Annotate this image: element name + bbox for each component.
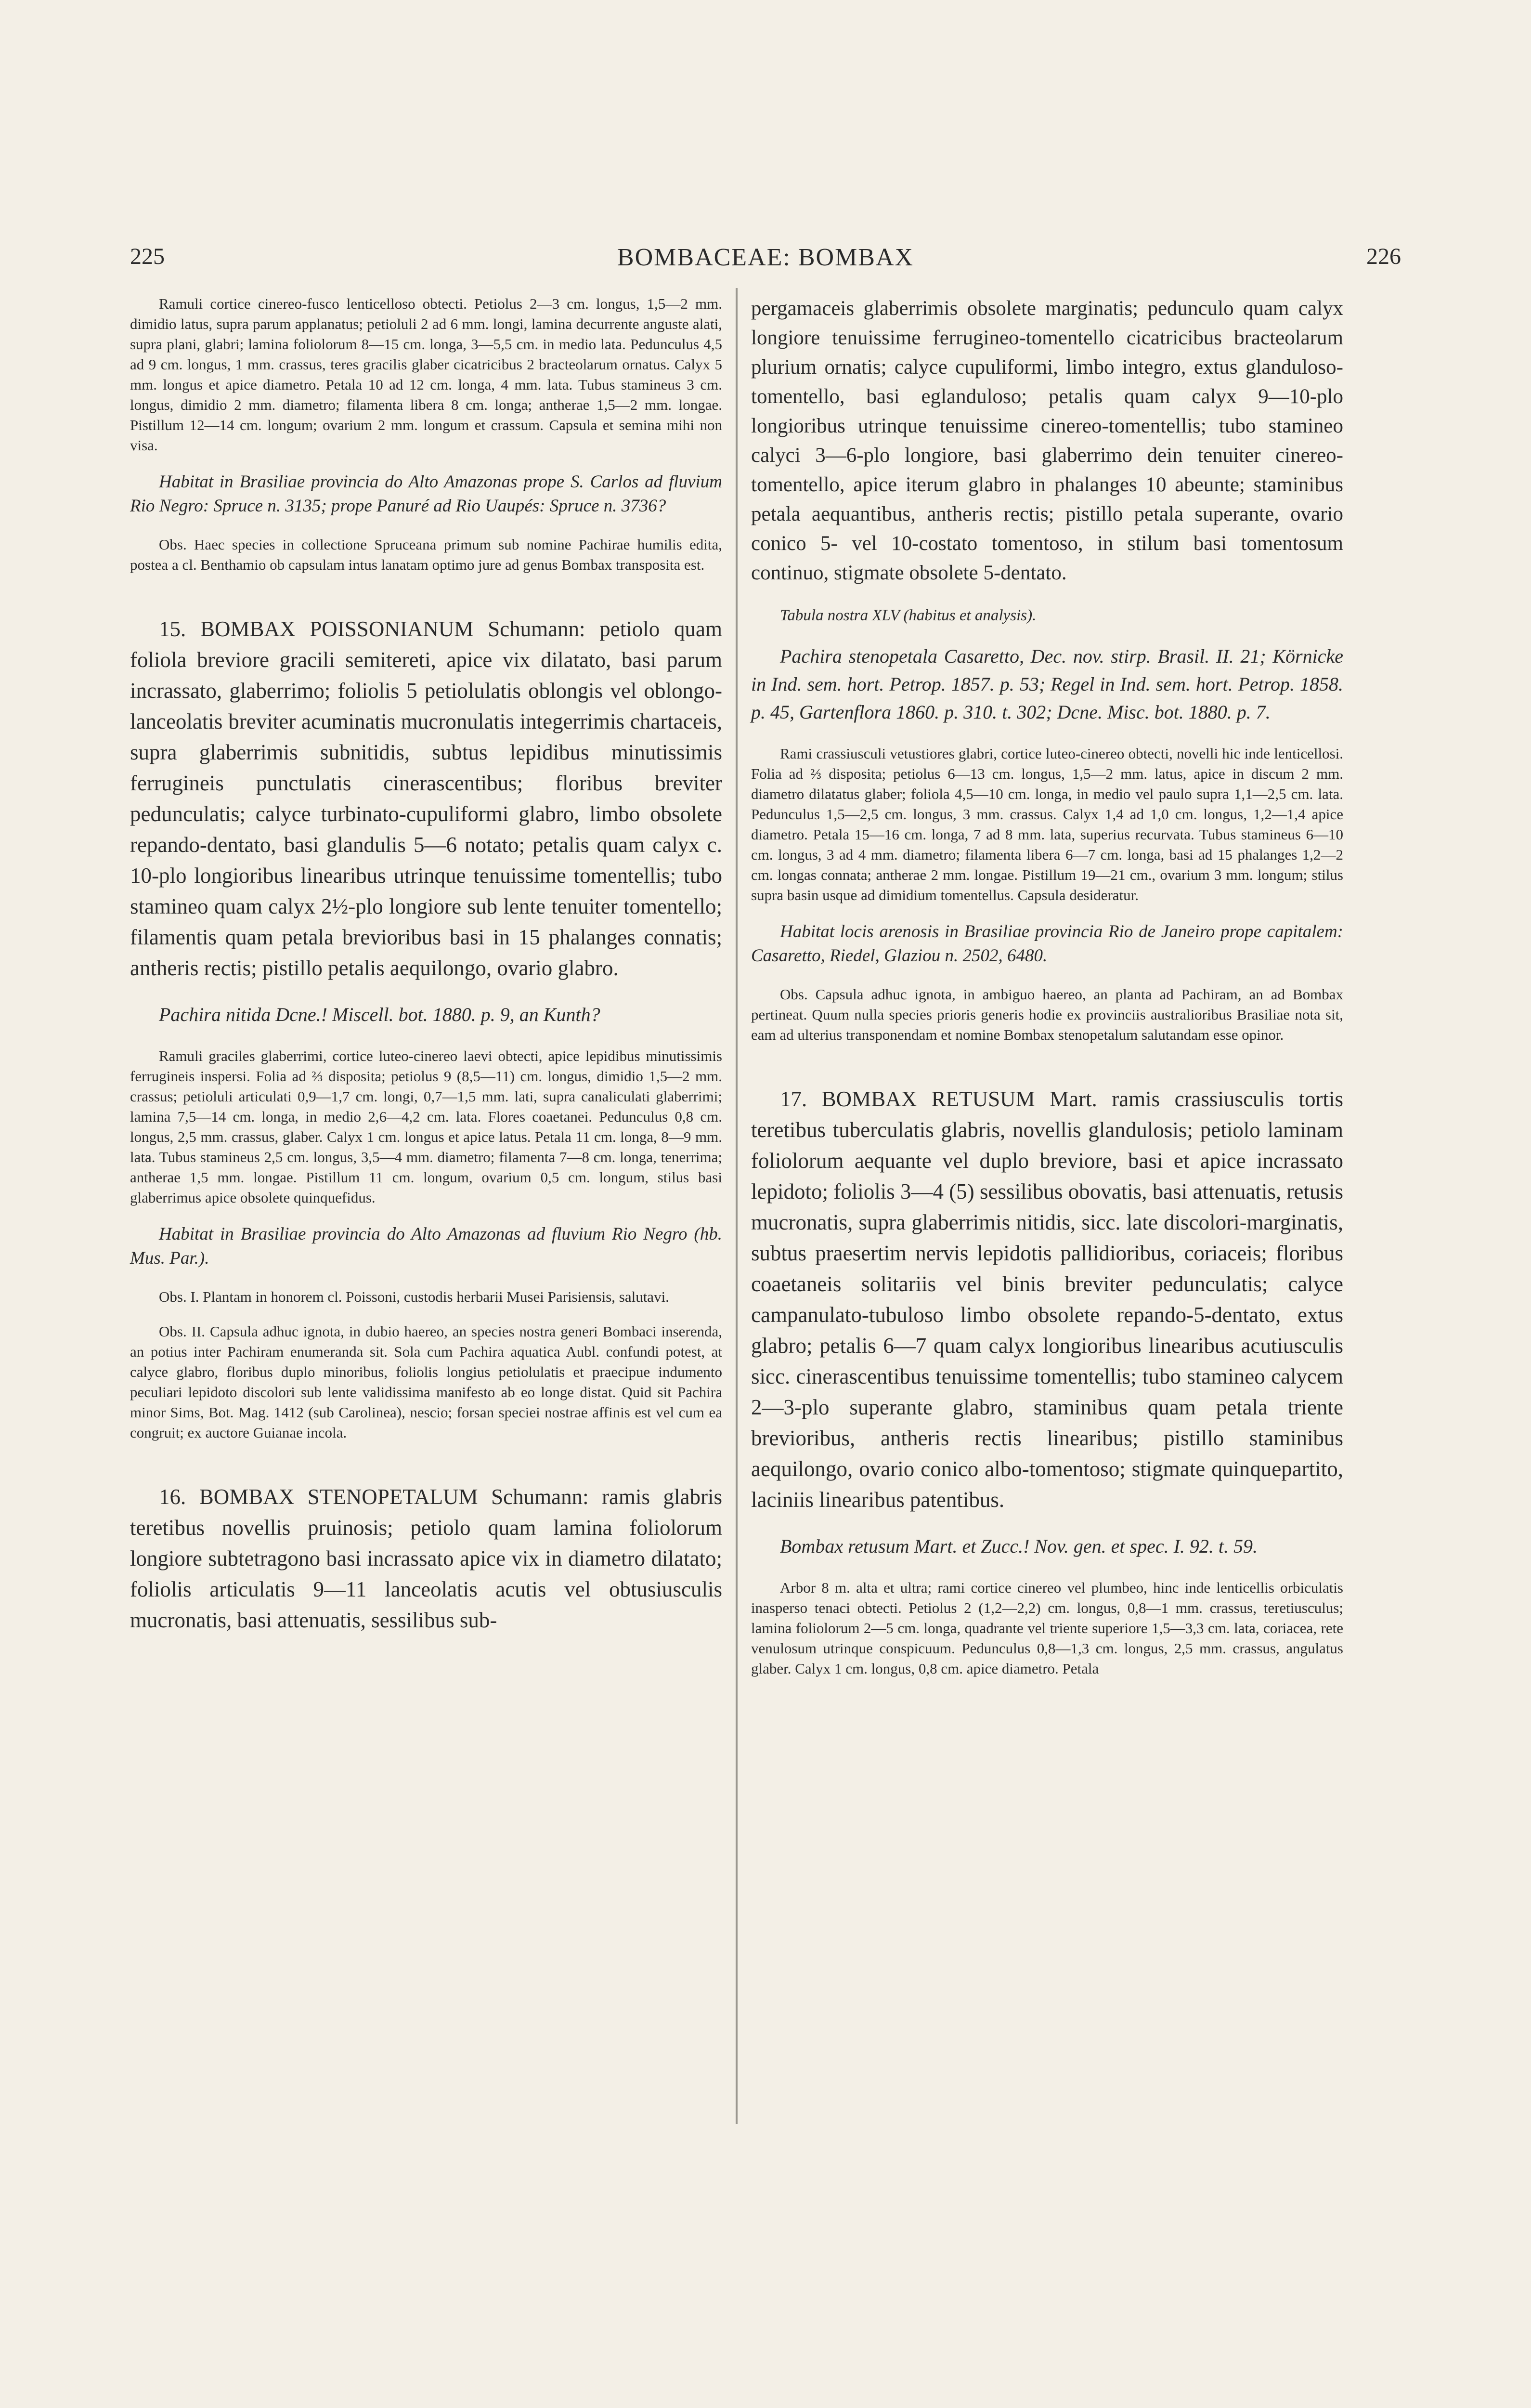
running-title: BOMBACEAE: BOMBAX (617, 244, 914, 271)
description-paragraph: Ramuli cortice cinereo-fusco lenticelloso obtecti. Petiolus 2—3 cm. longus, 1,5—2 mm. dimidio latus, supra parum applanatus; petioluli 2 ad 6 mm. longi, lamina decurrente anguste alati, supra plani, glabri; lamina foliolorum 8—15 cm. longa, 3—5,5 cm. in medio lata. Pedunculus 4,5 ad 9 cm. longus, 1 mm. crassus, teres gracilis glaber cicatricibus 2 bracteolarum ornatus. Calyx 5 mm. longus et apice diametro. Petala 10 ad 12 cm. longa, 4 mm. lata. Tubus stamineus 3 cm. longus, dimidio 2 mm. diametro; filamenta libera 8 cm. longa; antherae 1,5—2 mm. longae. Pistillum 12—14 cm. longum; ovarium 2 mm. longum et crassum. Capsula et semina mihi non visa. (130, 295, 722, 454)
page-header (130, 243, 1401, 277)
observation-paragraph: Obs. Haec species in collectione Spruceana primum sub nomine Pachirae humilis edita, postea a cl. Benthamio ob capsulam intus lanatam optimo jure ad genus Bombax transposita est. (130, 536, 722, 573)
species-16-description: Rami crassiusculi vetustiores glabri, cortice luteo-cinereo obtecti, novelli hic inde lenticellosi. Folia ad ⅔ disposita; petiolus 6—13 cm. longus, 1,5—2 mm. latus, apice in discum 2 mm. diametro dilatatus glaber; foliola 4,5—10 cm. longa, in medio vel paulo supra 1,1—2,5 cm. lata. Pedunculus 1,5—2,5 cm. longus, 3 mm. crassus. Calyx 1,4 ad 1,0 cm. longus, 1,2—1,4 apice diametro. Petala 15—16 cm. longa, 7 ad 8 mm. lata, superius recurvata. Tubus stamineus 6—10 cm. longus, 3 ad 4 mm. diametro; filamenta libera 6—7 cm. longa, basi ad 15 phalanges 1,2—2 cm. longas connata; antherae 2 mm. longae. Pistillum 19—21 cm., ovarium 3 mm. longum; stilus supra basin usque ad dimidium tomentellus. Capsula desideratur. (751, 745, 1343, 903)
page-number-right: 226 (1366, 244, 1401, 269)
species-15-description: Ramuli graciles glaberrimi, cortice luteo-cinereo laevi obtecti, apice lepidibus minutissimis ferrugineis inspersi. Folia ad ⅔ disposita; petiolus 9 (8,5—11) cm. longus, dimidio 1,5—2 mm. crassus; petioluli articulati 0,9—1,7 cm. longi, 0,7—1,5 mm. lati, supra canaliculati glaberrimi; lamina 7,5—14 cm. longa, in medio 2,6—4,2 cm. lata. Flores coaetanei. Pedunculus 0,8 cm. longus, 2,5 mm. crassus, glaber. Calyx 1 cm. longus et apice latus. Petala 11 cm. longa, 8—9 mm. lata. Tubus stamineus 2,5 cm. longus, 3,5—4 mm. diametro; filamenta 7—8 cm. longa, tenerrima; antherae 1,5 mm. longae. Pistillum 11 cm. longum, ovarium 0,5 cm. longum, stilus basi glaberrimus apice obsolete quinquefidus. (130, 1047, 722, 1206)
habitat-paragraph: Habitat in Brasiliae provincia do Alto Amazonas prope S. Carlos ad fluvium Rio Negro: Spruce n. 3135; prope Panuré ad Rio Uaupés: Spruce n. 3736? (130, 472, 722, 516)
species-16-synonym: Pachira stenopetala Casaretto, Dec. nov. stirp. Brasil. II. 21; Körnicke in Ind. sem. hort. Petrop. 1857. p. 53; Regel in Ind. sem. hort. Petrop. 1858. p. 45, Gartenflora 1860. p. 310. t. 302; Dcne. Misc. bot. 1880. p. 7. (751, 645, 1343, 723)
species-15-obs-1: Obs. I. Plantam in honorem cl. Poissoni, custodis herbarii Musei Parisiensis, salutavi. (159, 1288, 669, 1305)
species-16-habitat: Habitat locis arenosis in Brasiliae provincia Rio de Janeiro prope capitalem: Casaretto, Riedel, Glaziou n. 2502, 6480. (751, 922, 1343, 966)
species-15-diagnosis: 15. BOMBAX POISSONIANUM Schumann: petiolo quam foliola breviore gracili semitereti, apice vix dilatato, basi parum incrassato, glaberrimo; foliolis 5 petiolulatis oblongis vel oblongo-lanceolatis breviter acuminatis mucronulatis integerrimis chartaceis, supra glaberrimis subnitidis, subtus lepidibus minutissimis ferrugineis punctulatis cinerascentibus; floribus breviter pedunculatis; calyce turbinato-cupuliformi glabro, limbo obsolete repando-dentato, basi glandulis 5—6 notato; petalis quam calyx c. 10-plo longioribus linearibus utrinque tenuissime tomentellis; tubo stamineo quam calyx 2½-plo longiore sub lente tenuiter tomentello; filamentis quam petala brevioribus basi in 15 phalanges connatis; antheris rectis; pistillo petalis aequilongo, ovario glabro. (130, 617, 722, 980)
species-17-synonym: Bombax retusum Mart. et Zucc.! Nov. gen. et spec. I. 92. t. 59. (780, 1535, 1258, 1557)
column-divider (736, 288, 738, 2124)
right-column (751, 294, 1343, 1693)
species-15-habitat: Habitat in Brasiliae provincia do Alto Amazonas ad fluvium Rio Negro (hb. Mus. Par.). (130, 1224, 722, 1268)
species-16-diagnosis-continued: pergamaceis glaberrimis obsolete marginatis; pedunculo quam calyx longiore tenuissime ferrugineo-tomentello cicatricibus bracteolarum plurium ornatis; calyce cupuliformi, limbo integro, extus glanduloso-tomentello, basi eglanduloso; petalis quam calyx 9—10-plo longioribus utrinque tenuissime cinereo-tomentellis; tubo stamineo calyci 3—6-plo longiore, basi glaberrimo dein tenuiter cinereo-tomentello, apice iterum glabro in phalanges 10 abeunte; staminibus petala aequantibus, antheris rectis; pistillo petala superante, ovario conico 5- vel 10-costato tomentoso, in stilum basi tomentosum continuo, stigmate obsolete 5-dentato. (751, 297, 1343, 584)
species-16-diagnosis: 16. BOMBAX STENOPETALUM Schumann: ramis glabris teretibus novellis pruinosis; petiolo quam lamina foliolorum longiore subtetragono basi incrassato apice vix in diametro dilatato; foliolis articulatis 9—11 lanceolatis acutis vel obtusiusculis mucronatis, basi attenuatis, sessilibus sub- (130, 1485, 722, 1632)
plate-reference: Tabula nostra XLV (habitus et analysis). (780, 607, 1037, 624)
species-17-description: Arbor 8 m. alta et ultra; rami cortice cinereo vel plumbeo, hinc inde lenticellis orbiculatis inasperso tenaci obtecti. Petiolus 2 (1,2—2,2) cm. longus, 0,8—1 mm. crassus, teretiusculus; lamina foliolorum 2—5 cm. longa, quadrante vel triente superiore 1,5—3,3 cm. lata, coriacea, rete venulosum utrinque conspicuum. Pedunculus 0,8—1,3 cm. longus, 2,5 mm. crassus, angulatus glaber. Calyx 1 cm. longus, 0,8 cm. apice diametro. Petala (751, 1579, 1343, 1677)
species-15-synonym: Pachira nitida Dcne.! Miscell. bot. 1880. p. 9, an Kunth? (159, 1004, 600, 1025)
species-17-diagnosis: 17. BOMBAX RETUSUM Mart. ramis crassiusculis tortis teretibus tuberculatis glabris, novellis glandulosis; petiolo laminam foliolorum aequante vel duplo breviore, basi et apice incrassato lepidoto; foliolis 3—4 (5) sessilibus obovatis, basi attenuatis, retusis mucronatis, supra glaberrimis nitidis, sicc. late discolori-marginatis, subtus praesertim nervis lepidotis pallidioribus, coriaceis; floribus coaetaneis solitariis vel binis breviter pedunculatis; calyce campanulato-tubuloso limbo obsolete repando-5-dentato, extus glabro; petalis 6—7 quam calyx longioribus linearibus acutiusculis sicc. cinerascentibus tenuissime tomentellis; tubo stamineo calycem 2—3-plo superante glabro, staminibus quam petala triente brevioribus, antheris rectis linearibus; pistillo staminibus aequilongo, ovario conico albo-tomentoso; stigmate quinquepartito, laciniis linearibus patentibus. (751, 1087, 1343, 1512)
species-15-obs-2: Obs. II. Capsula adhuc ignota, in dubio haereo, an species nostra generi Bombaci inserenda, an potius inter Pachiram enumeranda sit. Sola cum Pachira aquatica Aubl. confundi potest, at calyce glabro, floribus duplo minoribus, foliolis longius petiolulatis et praecipue indumento peculiari lepidoto discolori sub lente validissima manifesto ab eo longe distat. Quid sit Pachira minor Sims, Bot. Mag. 1412 (sub Carolinea), nescio; forsan speciei nostrae affinis est vel cum ea congruit; ex auctore Guianae incola. (130, 1323, 722, 1441)
left-column (130, 294, 722, 1653)
species-16-observation: Obs. Capsula adhuc ignota, in ambiguo haereo, an planta ad Pachiram, an ad Bombax pertineat. Quum nulla species prioris generis hodie ex provinciis australioribus Brasiliae nota sit, eam ad ulterius transponendam et nomine Bombax stenopetalum salutandam esse opinor. (751, 986, 1343, 1043)
page-number-left: 225 (130, 244, 165, 269)
